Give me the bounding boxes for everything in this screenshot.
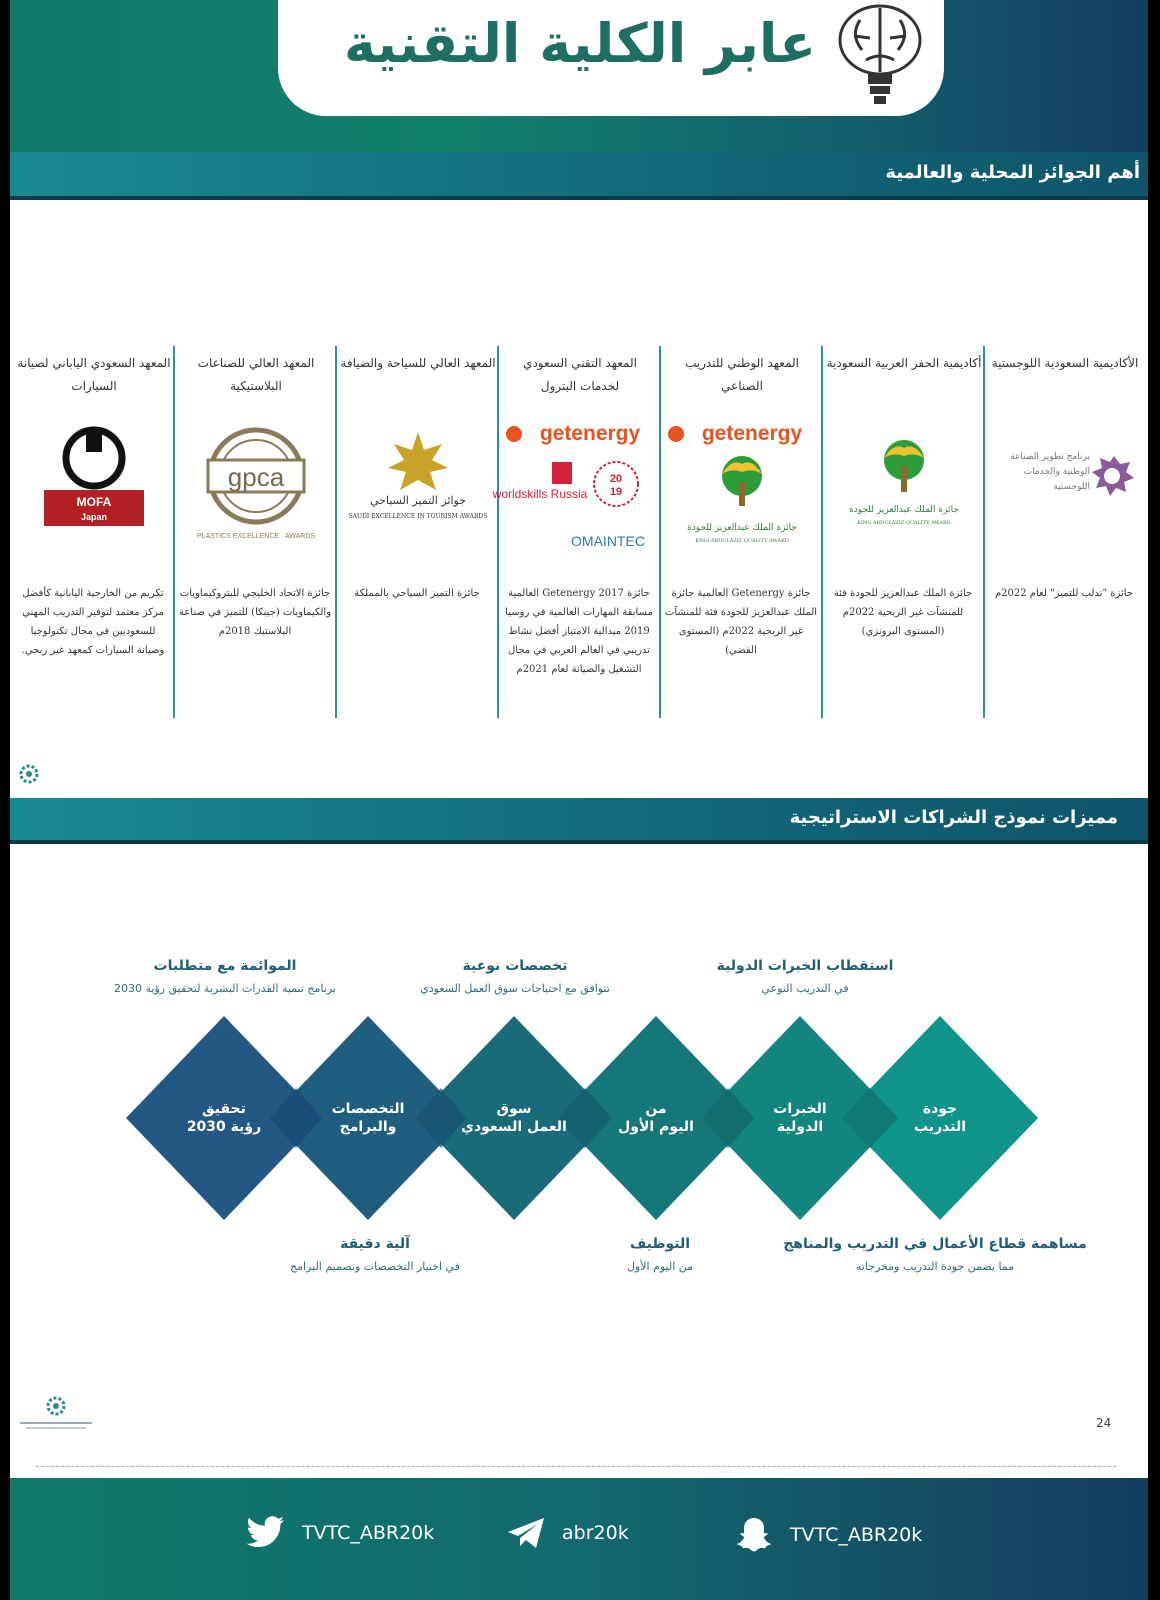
caption-title: الموائمة مع متطلبات [153, 958, 297, 974]
award-column-desc: تكريم من الخارجية اليابانية كأفضل مركز معتمد لتوفير التدريب المهني للسعوديين في مجال تكنولوجيا وصيانة السيارات كمعهد غير ربحي. [21, 588, 165, 656]
kaqa-logo-text: جائزة الملك عبدالعزيز للجودة [687, 523, 797, 533]
kaqa-logo-sub: KING ABDULAZIZ QUALITY AWARD [857, 520, 951, 526]
caption-precise-mechanism [230, 1236, 520, 1273]
mofa-logo-sub: Japan [80, 512, 108, 522]
caption-title: مساهمة قطاع الأعمال في التدريب والمناهج [783, 1236, 1087, 1252]
award-column-desc: جائزة التميز السياحي بالمملكة [354, 588, 480, 599]
award-column-head: أكاديمية الحفر العربية السعودية [826, 356, 982, 370]
partnership-section-bar [10, 798, 1148, 844]
content-area [10, 0, 1148, 1600]
page-number: 24 [1096, 1416, 1112, 1430]
award-column-head: المعهد العالي للصناعات البلاستيكية [197, 356, 315, 393]
award-column-saudi-japanese [14, 346, 174, 714]
awards-section-title: أهم الجوائز المحلية والعالمية [885, 162, 1140, 183]
caption-sub: برنامج تنمية القدرات البشرية لتحقيق رؤية 2030 [114, 982, 336, 995]
caption-sub: في اختيار التخصصات وتصميم البرامج [290, 1260, 460, 1273]
header-banner [10, 0, 1148, 152]
snapchat-icon [734, 1516, 774, 1554]
kaqa-logo-sub: KING ABDULAZIZ QUALITY AWARD [695, 538, 789, 544]
award-column-plastics [176, 346, 336, 714]
tourism-logo-sub: SAUDI EXCELLENCE IN TOURISM AWARDS [348, 513, 488, 520]
caption-sub: من اليوم الأول [626, 1260, 694, 1273]
caption-international-expertise [660, 958, 950, 995]
logistics-logo-text: برنامج تطوير الصناعة الوطنية والخدمات اللوجستية [1010, 452, 1090, 492]
telegram-icon [506, 1516, 546, 1550]
telegram-handle: abr20k [562, 1522, 629, 1544]
omaintec-logo-text: OMAINTEC [571, 533, 645, 549]
tvtc-footer-logo-icon [16, 1394, 96, 1434]
caption-specializations [370, 958, 660, 995]
award-column-head: المعهد الوطني للتدريب الصناعي [684, 356, 799, 393]
divider-line [36, 1466, 1116, 1467]
award-column-head: الأكاديمية السعودية اللوجستية [991, 356, 1139, 370]
petroleum-logos [492, 418, 656, 558]
gpca-logo-sub: PLASTICS EXCELLENCE · AWARDS [196, 533, 316, 540]
award-column-desc: جائزة "ندلب للتميز" لعام 2022م [994, 588, 1134, 599]
diamond-label-training-quality: جودة التدريب [914, 1101, 966, 1135]
caption-sub: في التدريب النوعي [761, 982, 849, 995]
kaqa-logo-text: جائزة الملك عبدالعزيز للجودة [849, 505, 959, 515]
getenergy-logo-text: getenergy [539, 422, 641, 445]
svg-text:20: 20 [609, 473, 623, 485]
twitter-handle: TVTC_ABR20k [302, 1522, 435, 1544]
svg-text:19: 19 [609, 486, 623, 498]
caption-sub: مما يضمن جودة التدريب ومخرجاته [855, 1260, 1015, 1273]
award-column-head: المعهد السعودي الياباني لصيانة السيارات [17, 356, 171, 393]
national-industrial-logos [666, 418, 818, 558]
caption-title: استقطاب الخبرات الدولية [716, 958, 894, 974]
caption-title: التوظيف [629, 1236, 691, 1252]
mofa-logo-text: MOFA [76, 495, 112, 509]
diamond-label-saudi-market: سوق العمل السعودي [461, 1101, 567, 1135]
diamond-label-vision-2030: تحقيق رؤية 2030 [186, 1101, 262, 1135]
column-divider [497, 346, 499, 718]
diamond-label-specializations: التخصصات والبرامج [331, 1101, 405, 1135]
column-divider [173, 346, 175, 718]
caption-title: آلية دقيقة [340, 1236, 410, 1252]
award-column-desc: جائزة الاتحاد الخليجي للبتروكيماويات والكيماويات (جيبكا) للتميز في صناعة البلاستيك 2018م [178, 588, 332, 637]
page-title: عابر الكلية التقنية [343, 12, 817, 75]
worldskills-logo-text: worldskills Russia [492, 487, 588, 501]
kaqa-logo [828, 426, 980, 566]
award-column-national-industrial [662, 346, 822, 714]
twitter-handle-link[interactable] [246, 1516, 434, 1550]
diamond-label-first-day: من اليوم الأول [618, 1101, 694, 1135]
award-column-drilling [824, 346, 984, 714]
caption-business-contribution [770, 1236, 1100, 1273]
award-column-head: المعهد العالي للسياحة والضيافة [340, 356, 496, 370]
awards-section-bar [10, 152, 1148, 200]
caption-title: تخصصات نوعية [462, 958, 568, 974]
diamond-label-international-expertise: الخبرات الدولية [773, 1101, 827, 1135]
award-column-desc: جائزة Getenergy العالمية جائزة الملك عبدالعزيز للجودة فئة للمنشآت غير الربحية 2022م (المستوى الفضي) [664, 588, 818, 656]
tvtc-small-logo-icon [18, 762, 40, 786]
award-column-tourism [338, 346, 498, 714]
award-column-desc: جائزة Getenergy 2017 العالمية مسابقة المهارات العالمية في روسيا 2019 ميدالية الامتياز أفضل نشاط تدريبي في العالم العربي في مجال التشغيل والصيانة لعام 2021م [505, 588, 653, 675]
telegram-handle-link[interactable] [506, 1516, 629, 1550]
column-divider [983, 346, 985, 718]
logistics-program-logo [990, 426, 1140, 566]
caption-sub: تتوافق مع احتياجات سوق العمل السعودي [420, 982, 610, 995]
snapchat-handle: TVTC_ABR20k [790, 1524, 923, 1546]
getenergy-logo-text: getenergy [701, 422, 803, 445]
award-column-desc: جائزة الملك عبدالعزيز للجودة فئة للمنشآت غير الربحية 2022م (المستوى البرونزي) [833, 588, 973, 637]
snapchat-handle-link[interactable] [734, 1516, 922, 1554]
award-column-logistics [986, 346, 1144, 714]
mofa-logo [18, 426, 170, 566]
tourism-awards-logo [342, 426, 494, 566]
caption-employment [560, 1236, 760, 1273]
footer-banner [10, 1478, 1148, 1600]
award-column-petroleum [492, 346, 660, 714]
tourism-logo-text: جوائز التميز السياحي [370, 494, 466, 507]
caption-alignment [80, 958, 370, 995]
column-divider [335, 346, 337, 718]
partnership-section-title: مميزات نموذج الشراكات الاستراتيجية [789, 807, 1118, 828]
gpca-logo-text: gpca [227, 462, 285, 492]
gpca-logo [180, 426, 332, 566]
brain-bulb-icon [830, 0, 930, 108]
award-column-head: المعهد التقني السعودي لخدمات البترول [523, 356, 637, 393]
twitter-icon [246, 1516, 286, 1550]
